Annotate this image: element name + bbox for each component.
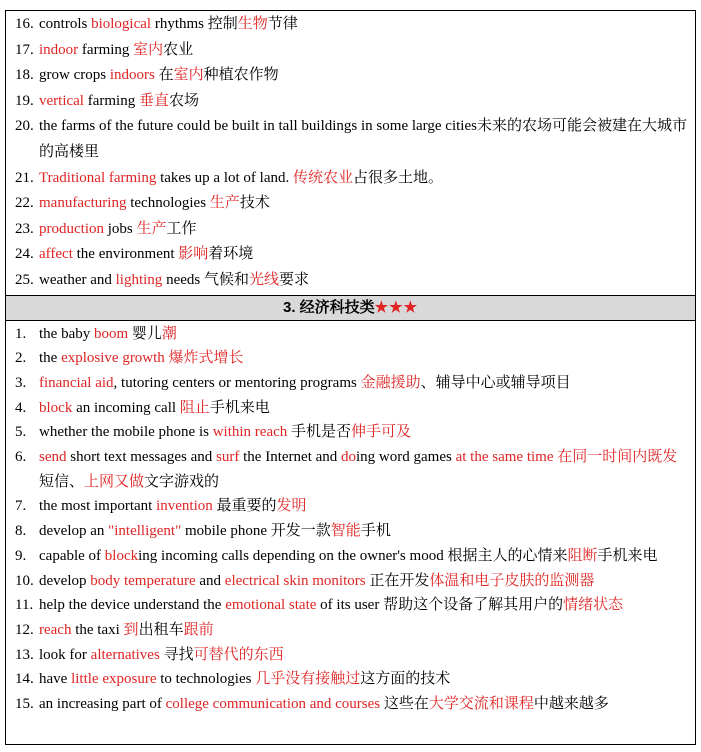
plain-text: 短信、	[39, 473, 85, 490]
highlighted-text: biological	[91, 16, 152, 32]
highlighted-text: send	[39, 449, 67, 466]
item-number: 22.	[15, 195, 34, 212]
plain-text: 这方面的技术	[360, 671, 451, 688]
item-number: 11.	[15, 597, 34, 614]
plain-text: technologies	[126, 195, 210, 212]
item-number: 24.	[15, 246, 34, 263]
plain-text: controls	[39, 16, 92, 32]
item-number: 20.	[15, 118, 34, 135]
plain-text: 着环境	[208, 246, 254, 263]
plain-text: 文字游戏的	[144, 473, 220, 490]
highlighted-text: 传统农业	[293, 169, 354, 186]
plain-text: 正在开发	[365, 572, 430, 589]
highlighted-text: body temperature	[90, 572, 196, 589]
plain-text: capable of	[39, 547, 105, 564]
plain-text: 农业	[163, 41, 194, 58]
list-item	[6, 519, 695, 544]
item-number: 23.	[15, 220, 34, 237]
highlighted-text: indoors	[109, 67, 155, 84]
plain-text: , tutoring centers or mentoring programs	[113, 374, 361, 391]
plain-text: 在	[154, 67, 174, 84]
plain-text: 节律	[267, 16, 298, 32]
highlighted-text: 体温和电子皮肤的监测器	[429, 572, 595, 589]
highlighted-text: 垂直	[138, 92, 169, 109]
list-item	[6, 593, 695, 618]
item-text	[39, 38, 695, 64]
highlighted-text: alternatives	[90, 646, 160, 663]
item-text	[39, 420, 695, 445]
item-text	[39, 445, 695, 494]
item-number: 9.	[15, 547, 27, 564]
vocab-section-a	[6, 11, 695, 295]
plain-text: 婴儿	[128, 325, 162, 342]
plain-text: an increasing part of	[39, 696, 166, 713]
highlighted-text: college communication and courses	[165, 696, 381, 713]
plain-text: look for	[39, 646, 91, 663]
list-item	[6, 89, 695, 115]
highlighted-text: 智能	[330, 523, 361, 540]
list-item	[6, 191, 695, 217]
plain-text: grow crops	[39, 67, 110, 84]
highlighted-text: Traditional farming	[39, 169, 157, 186]
list-item	[6, 494, 695, 519]
list-item	[6, 420, 695, 445]
plain-text: 这些在	[380, 696, 429, 713]
list-item	[6, 371, 695, 396]
item-text	[39, 667, 695, 692]
plain-text: and	[195, 572, 225, 589]
list-item	[6, 346, 695, 371]
list-item	[6, 242, 695, 268]
list-item	[6, 38, 695, 64]
item-number: 5.	[15, 424, 27, 441]
item-number: 4.	[15, 399, 27, 416]
highlighted-text: 生物	[237, 16, 268, 32]
highlighted-text: within reach	[212, 424, 288, 441]
list-item	[6, 569, 695, 594]
item-text	[39, 593, 695, 618]
item-number: 25.	[15, 271, 34, 288]
section-header	[6, 295, 695, 321]
highlighted-text: 生产	[136, 220, 167, 237]
plain-text: takes up a lot of land.	[156, 169, 293, 186]
highlighted-text: electrical skin monitors	[224, 572, 366, 589]
plain-text: needs 气候和	[162, 271, 249, 288]
item-number: 15.	[15, 696, 34, 713]
list-item	[6, 114, 695, 165]
list-item	[6, 268, 695, 294]
plain-text: 手机来电	[597, 547, 658, 564]
plain-text: help the device understand the	[39, 597, 226, 614]
plain-text: 寻找	[159, 646, 194, 663]
highlighted-text: vertical	[39, 92, 84, 109]
highlighted-text: 大学交流和课程	[428, 696, 534, 713]
highlighted-text: little exposure	[71, 671, 157, 688]
highlighted-text: manufacturing	[39, 195, 127, 212]
list-item	[6, 217, 695, 243]
list-item	[6, 12, 695, 38]
plain-text: short text messages and	[66, 449, 217, 466]
item-text	[39, 217, 695, 243]
highlighted-text: 跟前	[183, 621, 214, 638]
item-number: 10.	[15, 572, 34, 589]
highlighted-text: 可替代的东西	[193, 646, 284, 663]
plain-text: the baby	[39, 325, 94, 342]
highlighted-text: at the same time 在同一时间内既发	[455, 449, 678, 466]
plain-text: 手机来电	[209, 399, 270, 416]
plain-text: 农场	[168, 92, 199, 109]
plain-text: 手机	[360, 523, 391, 540]
item-text	[39, 322, 695, 347]
plain-text: ing word games	[356, 449, 456, 466]
plain-text: 手机是否	[287, 424, 352, 441]
item-number: 18.	[15, 67, 34, 84]
highlighted-text: affect	[39, 246, 73, 263]
item-text	[39, 268, 695, 294]
highlighted-text: block	[39, 399, 73, 416]
plain-text: 、辅导中心或辅导项目	[420, 374, 571, 391]
highlighted-text: 几乎没有接触过	[255, 671, 361, 688]
plain-text: have	[39, 671, 72, 688]
highlighted-text: 生产	[209, 195, 240, 212]
item-text	[39, 63, 695, 89]
item-text	[39, 371, 695, 396]
list-item	[6, 63, 695, 89]
item-text	[39, 166, 695, 192]
highlighted-text: 情绪状态	[563, 597, 624, 614]
list-item	[6, 396, 695, 421]
item-number: 1.	[15, 325, 27, 342]
list-item	[6, 322, 695, 347]
plain-text: the Internet and	[239, 449, 342, 466]
plain-text: the farms of the future could be built in tall buildings in some large cities未来的农场可能会被建在大城市的高楼里	[39, 118, 687, 160]
item-text	[39, 191, 695, 217]
plain-text: whether the mobile phone is	[39, 424, 213, 441]
plain-text: 要求	[278, 271, 309, 288]
highlighted-text: 影响	[178, 246, 209, 263]
plain-text: the	[39, 350, 62, 367]
list-item	[6, 618, 695, 643]
item-text	[39, 544, 695, 569]
highlighted-text: 金融援助	[360, 374, 421, 391]
highlighted-text: invention	[156, 498, 213, 515]
item-number: 3.	[15, 374, 27, 391]
item-number: 7.	[15, 498, 27, 515]
plain-text: 技术	[239, 195, 270, 212]
item-number: 14.	[15, 671, 34, 688]
plain-text: the environment	[72, 246, 179, 263]
highlighted-text: surf	[216, 449, 240, 466]
item-number: 2.	[15, 350, 27, 367]
highlighted-text: "intelligent"	[108, 523, 182, 540]
highlighted-text: 伸手可及	[351, 424, 412, 441]
highlighted-text: 阻止	[179, 399, 210, 416]
item-text	[39, 618, 695, 643]
plain-text: 种植农作物	[203, 67, 279, 84]
list-item	[6, 166, 695, 192]
highlighted-text: 发明	[276, 498, 307, 515]
item-text	[39, 519, 695, 544]
plain-text: the taxi	[71, 621, 124, 638]
item-text	[39, 396, 695, 421]
highlighted-text: 到	[123, 621, 139, 638]
plain-text: of its user 帮助这个设备了解其用户的	[316, 597, 564, 614]
plain-text: to technologies	[156, 671, 256, 688]
highlighted-text: 阻断	[567, 547, 598, 564]
list-item	[6, 445, 695, 494]
plain-text: develop an	[39, 523, 109, 540]
highlighted-text: 光线	[248, 271, 279, 288]
plain-text: 出租车	[138, 621, 184, 638]
plain-text: an incoming call	[72, 399, 180, 416]
highlighted-text: block	[104, 547, 139, 564]
item-number: 13.	[15, 646, 34, 663]
list-item	[6, 544, 695, 569]
item-text	[39, 242, 695, 268]
highlighted-text: financial aid	[39, 374, 114, 391]
plain-text: ing incoming calls depending on the owner's mood 根据主人的心情来	[138, 547, 568, 564]
highlighted-text: indoor	[39, 41, 79, 58]
highlighted-text: explosive growth 爆炸式增长	[61, 350, 244, 367]
list-item	[6, 643, 695, 668]
highlighted-text: lighting	[115, 271, 163, 288]
item-text	[39, 494, 695, 519]
item-number: 21.	[15, 169, 34, 186]
highlighted-text: 室内	[173, 67, 204, 84]
highlighted-text: emotional state	[225, 597, 317, 614]
plain-text: 占很多土地。	[353, 169, 444, 186]
vocab-section-b	[6, 321, 695, 718]
plain-text: 中越来越多	[533, 696, 609, 713]
item-number: 8.	[15, 523, 27, 540]
plain-text: 最重要的	[212, 498, 277, 515]
highlighted-text: do	[341, 449, 357, 466]
list-item	[6, 667, 695, 692]
plain-text: jobs	[104, 220, 137, 237]
highlighted-text: boom	[93, 325, 129, 342]
section-header-label: 3. 经济科技类	[282, 298, 375, 316]
plain-text: mobile phone 开发一款	[181, 523, 331, 540]
item-number: 19.	[15, 92, 34, 109]
item-text	[39, 114, 695, 165]
highlighted-text: 室内	[133, 41, 164, 58]
item-text	[39, 346, 695, 371]
plain-text: develop	[39, 572, 91, 589]
plain-text: farming	[78, 41, 134, 58]
item-text	[39, 692, 695, 717]
item-text	[39, 643, 695, 668]
highlighted-text: 上网又做	[84, 473, 145, 490]
plain-text: rhythms 控制	[151, 16, 238, 32]
highlighted-text: 潮	[161, 325, 177, 342]
item-number: 16.	[15, 16, 34, 32]
highlighted-text: reach	[39, 621, 72, 638]
item-text	[39, 12, 695, 38]
plain-text: farming	[83, 92, 139, 109]
item-text	[39, 569, 695, 594]
plain-text: 工作	[166, 220, 197, 237]
item-number: 6.	[15, 449, 27, 466]
list-item	[6, 692, 695, 717]
highlighted-text: production	[39, 220, 104, 237]
plain-text: weather and	[39, 271, 116, 288]
item-number: 17.	[15, 41, 34, 58]
section-header-stars: ★★★	[374, 298, 419, 316]
item-number: 12.	[15, 621, 34, 638]
vocab-table	[5, 10, 696, 745]
plain-text: the most important	[39, 498, 157, 515]
item-text	[39, 89, 695, 115]
